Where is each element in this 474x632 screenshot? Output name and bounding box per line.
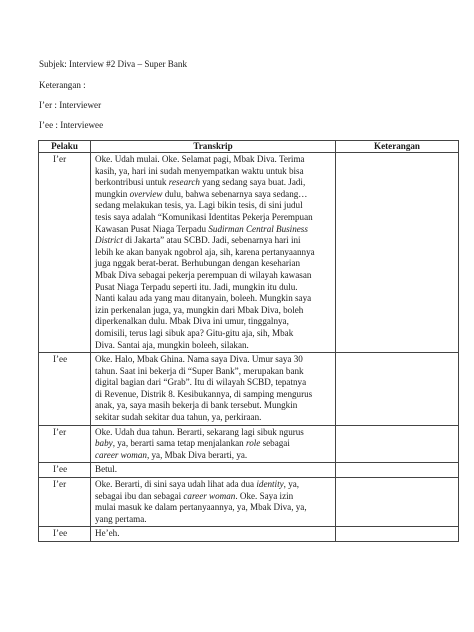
transcript-cell bbox=[91, 425, 336, 463]
transcript-line: Mbak Diva sebagai pekerja perempuan di wilayah kawasan bbox=[95, 269, 312, 280]
keterangan-cell bbox=[336, 478, 459, 527]
transcript-table bbox=[38, 140, 459, 542]
transcript-line: Oke. Halo, Mbak Ghina. Nama saya Diva. Umur saya 30 bbox=[95, 354, 303, 365]
transcript-line: juga nggak berat-berat. Berhubungan dengan keseharian bbox=[95, 258, 301, 269]
speaker-cell: I’ee bbox=[39, 463, 91, 478]
interviewer-legend: I’er : Interviewer bbox=[39, 100, 102, 110]
transcript-cell bbox=[91, 478, 336, 527]
table-row bbox=[39, 463, 459, 478]
transcript-line: mungkin overview dulu, bahwa sebenarnya saya sedang… bbox=[95, 188, 308, 199]
transcript-line: digital bagian dari “Grab”. Itu di wilayah SCBD, tepatnya bbox=[95, 377, 307, 388]
transcript-cell bbox=[91, 353, 336, 426]
transcript-cell bbox=[91, 153, 336, 353]
table-row bbox=[39, 425, 459, 463]
transcript-line: Betul. bbox=[95, 464, 117, 475]
transcript-cell bbox=[91, 527, 336, 542]
speaker-cell: I’er bbox=[39, 153, 91, 353]
transcript-line: sebagai ibu dan sebagai career woman. Oke. Saya izin bbox=[95, 490, 294, 501]
speaker-cell: I’ee bbox=[39, 527, 91, 542]
keterangan-cell bbox=[336, 153, 459, 353]
transcript-cell bbox=[91, 463, 336, 478]
speaker-cell: I’er bbox=[39, 478, 91, 527]
interviewee-legend: I’ee : Interviewee bbox=[39, 120, 104, 130]
subject-line: Subjek: Interview #2 Diva – Super Bank bbox=[39, 59, 187, 69]
transcript-line: Kawasan Pusat Niaga Terpadu Sudirman Central Business bbox=[95, 223, 308, 234]
keterangan-cell bbox=[336, 353, 459, 426]
column-header-keterangan: Keterangan bbox=[336, 141, 459, 153]
transcript-line: berkontribusi untuk research yang sedang saya buat. Jadi, bbox=[95, 177, 306, 188]
transcript-line: Nanti kalau ada yang mau ditanyain, boleeh. Mungkin saya bbox=[95, 293, 312, 304]
transcript-line: sekitar sudah sekitar dua tahun, ya, perkiraan. bbox=[95, 412, 262, 423]
transcript-line: tesis saya adalah “Komunikasi Identitas Pekerja Perempuan bbox=[95, 211, 313, 222]
column-header-transkrip: Transkrip bbox=[91, 141, 336, 153]
transcript-line: diperkenalkan dulu. Mbak Diva ini umur, tinggalnya, bbox=[95, 316, 289, 327]
keterangan-cell bbox=[336, 463, 459, 478]
transcript-line: Oke. Udah mulai. Oke. Selamat pagi, Mbak Diva. Terima bbox=[95, 154, 305, 164]
transcript-line: anak, ya, saya masih bekerja di bank tersebut. Mungkin bbox=[95, 400, 298, 411]
transcript-line: District di Jakarta” atau SCBD. Jadi, sebenarnya hari ini bbox=[95, 235, 301, 246]
transcript-line: domisili, terus lagi sibuk apa? Gitu-gitu aja, sih, Mbak bbox=[95, 327, 294, 338]
transcript-line: lebih ke akan banyak ngobrol aja, sih, karena pertanyaannya bbox=[95, 246, 315, 257]
keterangan-cell bbox=[336, 527, 459, 542]
transcript-line: Oke. Udah dua tahun. Berarti, sekarang lagi sibuk ngurus bbox=[95, 426, 304, 437]
transcript-line: yang pertama. bbox=[95, 513, 147, 524]
transcript-line: Diva. Santai aja, mungkin boleeh, silakan. bbox=[95, 339, 249, 350]
speaker-cell: I’er bbox=[39, 425, 91, 463]
speaker-cell: I’ee bbox=[39, 353, 91, 426]
transcript-line: tahun. Saat ini bekerja di “Super Bank”, merupakan bank bbox=[95, 365, 304, 376]
table-row bbox=[39, 527, 459, 542]
transcript-line: He’eh. bbox=[95, 528, 120, 539]
table-row bbox=[39, 478, 459, 527]
table-row bbox=[39, 353, 459, 426]
keterangan-label: Keterangan : bbox=[39, 80, 86, 90]
transcript-line: sedang melakukan tesis, ya. Lagi bikin tesis, di sini judul bbox=[95, 200, 303, 211]
transcript-line: mulai masuk ke dalam pertanyaannya, ya, Mbak Diva, ya, bbox=[95, 502, 307, 513]
transcript-line: baby, ya, berarti sama tetap menjalankan role sebagai bbox=[95, 438, 290, 449]
table-row bbox=[39, 153, 459, 353]
transcript-line: career woman, ya, Mbak Diva berarti, ya. bbox=[95, 449, 248, 460]
transcript-line: izin perkenalan juga, ya, mungkin dari Mbak Diva, boleh bbox=[95, 304, 304, 315]
transcript-line: Pusat Niaga Terpadu seperti itu. Jadi, mungkin itu dulu. bbox=[95, 281, 298, 292]
keterangan-cell bbox=[336, 425, 459, 463]
column-header-pelaku: Pelaku bbox=[39, 141, 91, 153]
transcript-line: Oke. Berarti, di sini saya udah lihat ada dua identity, ya, bbox=[95, 479, 300, 490]
transcript-line: di Revenue, Distrik 8. Kesibukannya, di samping mengurus bbox=[95, 388, 313, 399]
table-header-row bbox=[39, 141, 459, 153]
transcript-line: kasih, ya, hari ini sudah menyempatkan waktu untuk bisa bbox=[95, 165, 304, 176]
